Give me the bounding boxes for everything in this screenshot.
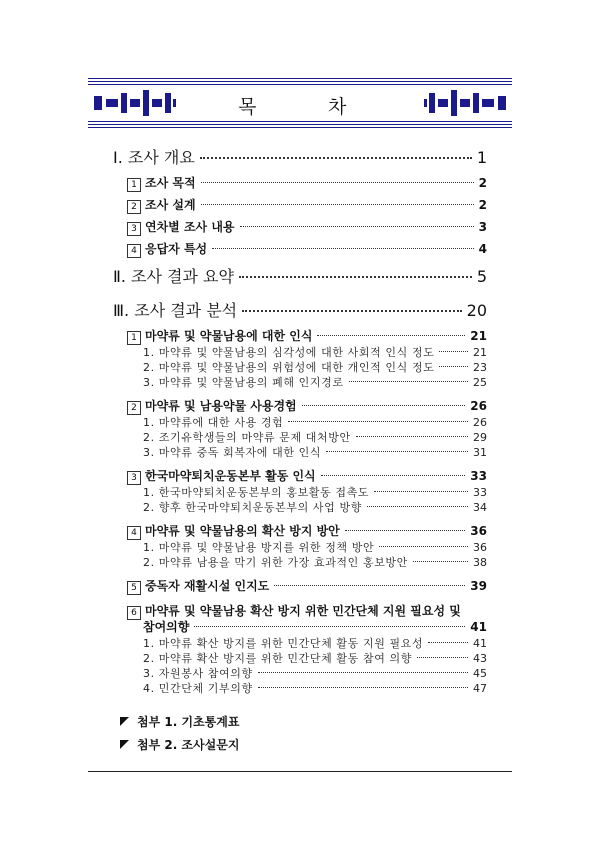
toc-subitem[interactable] bbox=[143, 539, 487, 555]
triangle-bullet-icon bbox=[120, 740, 129, 749]
toc-group[interactable] bbox=[127, 522, 487, 540]
toc-label: 2. 마약류 남용을 막기 위한 가장 효과적인 홍보방안 bbox=[143, 556, 408, 569]
toc-page: 2 bbox=[478, 198, 487, 212]
toc-label: 3. 마약류 중독 회복자에 대한 인식 bbox=[143, 446, 322, 459]
toc-subitem[interactable] bbox=[143, 344, 487, 360]
number-box: 2 bbox=[127, 401, 141, 415]
toc-page: 34 bbox=[473, 501, 487, 514]
toc-page: 43 bbox=[473, 652, 487, 665]
toc-label: 조사 설계 bbox=[145, 198, 196, 212]
toc-page: 3 bbox=[478, 220, 487, 234]
toc-page: 41 bbox=[473, 637, 487, 650]
attachment-2[interactable] bbox=[120, 736, 239, 753]
number-box: 6 bbox=[127, 606, 141, 620]
toc-page: 31 bbox=[473, 446, 487, 459]
toc-group[interactable] bbox=[143, 618, 487, 635]
title-banner bbox=[88, 78, 512, 128]
toc-page: 38 bbox=[473, 556, 487, 569]
toc-label: 마약류 및 남용약물 사용경험 bbox=[145, 399, 297, 413]
toc-subitem[interactable] bbox=[143, 359, 487, 375]
attachment-label: 첨부 2. 조사설문지 bbox=[137, 738, 240, 752]
toc-label: Ⅱ. 조사 결과 요약 bbox=[113, 267, 234, 286]
banner-ornament-left bbox=[94, 89, 176, 117]
toc-group[interactable] bbox=[127, 577, 487, 595]
number-box: 4 bbox=[127, 244, 141, 258]
toc-label: 참여의향 bbox=[143, 620, 190, 634]
toc-page: 2 bbox=[478, 176, 487, 190]
toc-subitem[interactable] bbox=[143, 499, 487, 515]
toc-subitem[interactable] bbox=[143, 665, 487, 681]
toc-label: 4. 민간단체 기부의향 bbox=[143, 682, 253, 695]
attachment-label: 첨부 1. 기초통계표 bbox=[137, 715, 240, 729]
toc-page: 29 bbox=[473, 431, 487, 444]
toc-label: 연차별 조사 내용 bbox=[145, 220, 235, 234]
toc-subitem[interactable] bbox=[143, 680, 487, 696]
toc-page: 26 bbox=[470, 399, 487, 413]
toc-group[interactable] bbox=[127, 397, 487, 415]
number-box: 1 bbox=[127, 178, 141, 192]
triangle-bullet-icon bbox=[120, 717, 129, 726]
toc-page: 47 bbox=[473, 682, 487, 695]
toc-page: 33 bbox=[473, 486, 487, 499]
toc-label: 한국마약퇴치운동본부 활동 인식 bbox=[145, 469, 316, 483]
toc-page: 33 bbox=[470, 469, 487, 483]
toc-page: 41 bbox=[470, 620, 487, 634]
toc-item[interactable] bbox=[127, 240, 487, 258]
toc-subitem[interactable] bbox=[143, 429, 487, 445]
attachment-1[interactable] bbox=[120, 713, 239, 730]
toc-label: 1. 마약류 및 약물남용의 심각성에 대한 사회적 인식 정도 bbox=[143, 346, 435, 359]
toc-subitem[interactable] bbox=[143, 374, 487, 390]
toc-page: 4 bbox=[478, 242, 487, 256]
toc-subitem[interactable] bbox=[143, 484, 487, 500]
number-box: 3 bbox=[127, 471, 141, 485]
toc-group[interactable] bbox=[127, 327, 487, 345]
toc-label: 응답자 특성 bbox=[145, 242, 208, 256]
footer-rule bbox=[88, 771, 512, 772]
title-char-2: 차 bbox=[328, 96, 347, 118]
toc-label: 2. 조기유학생들의 마약류 문제 대처방안 bbox=[143, 431, 351, 444]
number-box: 2 bbox=[127, 200, 141, 214]
toc-item[interactable] bbox=[127, 218, 487, 236]
toc-label: Ⅲ. 조사 결과 분석 bbox=[113, 301, 238, 320]
toc-label: 2. 향후 한국마약퇴치운동본부의 사업 방향 bbox=[143, 501, 362, 514]
toc-subitem[interactable] bbox=[143, 444, 487, 460]
toc-section-2[interactable] bbox=[113, 264, 487, 287]
number-box: 5 bbox=[127, 581, 141, 595]
toc-page: 25 bbox=[473, 376, 487, 389]
number-box: 3 bbox=[127, 222, 141, 236]
title-char-1: 목 bbox=[238, 96, 257, 118]
toc-subitem[interactable] bbox=[143, 554, 487, 570]
toc-subitem[interactable] bbox=[143, 635, 487, 651]
toc-page: 1 bbox=[476, 148, 487, 167]
toc-label: 조사 목적 bbox=[145, 176, 196, 190]
number-box: 1 bbox=[127, 331, 141, 345]
toc-page: 36 bbox=[473, 541, 487, 554]
toc-page: 39 bbox=[470, 579, 487, 593]
toc-page: 26 bbox=[473, 416, 487, 429]
toc-section-1[interactable] bbox=[113, 145, 487, 168]
toc-page: 45 bbox=[473, 667, 487, 680]
toc-label: 1. 마약류 확산 방지를 위한 민간단체 활동 지원 필요성 bbox=[143, 637, 424, 650]
toc-label: 3. 마약류 및 약물남용의 폐해 인지경로 bbox=[143, 376, 344, 389]
toc-page: 5 bbox=[476, 267, 487, 286]
toc-page: 21 bbox=[473, 346, 487, 359]
toc-section-3[interactable] bbox=[113, 298, 487, 321]
toc-label: 3. 자원봉사 참여의향 bbox=[143, 667, 253, 680]
number-box: 4 bbox=[127, 526, 141, 540]
toc-page: 21 bbox=[470, 329, 487, 343]
toc-group[interactable] bbox=[127, 467, 487, 485]
toc-label: 2. 마약류 확산 방지를 위한 민간단체 활동 참여 의향 bbox=[143, 652, 412, 665]
toc-label: 마약류 및 약물남용 확산 방지 위한 민간단체 지원 필요성 및 bbox=[145, 604, 461, 618]
toc-label: 마약류 및 약물남용의 확산 방지 방안 bbox=[145, 524, 340, 538]
toc-label: 마약류 및 약물남용에 대한 인식 bbox=[145, 329, 313, 343]
toc-item[interactable] bbox=[127, 174, 487, 192]
toc-subitem[interactable] bbox=[143, 414, 487, 430]
toc-page: 23 bbox=[473, 361, 487, 374]
banner-ornament-right bbox=[424, 89, 506, 117]
toc-page: 36 bbox=[470, 524, 487, 538]
toc-label: 1. 마약류에 대한 사용 경험 bbox=[143, 416, 284, 429]
toc-label: 중독자 재활시설 인지도 bbox=[145, 579, 270, 593]
toc-subitem[interactable] bbox=[143, 650, 487, 666]
toc-label: 1. 마약류 및 약물남용 방지를 위한 정책 방안 bbox=[143, 541, 375, 554]
toc-page: 20 bbox=[466, 301, 487, 320]
toc-label: 1. 한국마약퇴치운동본부의 홍보활동 접촉도 bbox=[143, 486, 370, 499]
toc-item[interactable] bbox=[127, 196, 487, 214]
toc-label: 2. 마약류 및 약물남용의 위험성에 대한 개인적 인식 정도 bbox=[143, 361, 435, 374]
toc-label: Ⅰ. 조사 개요 bbox=[113, 148, 195, 167]
